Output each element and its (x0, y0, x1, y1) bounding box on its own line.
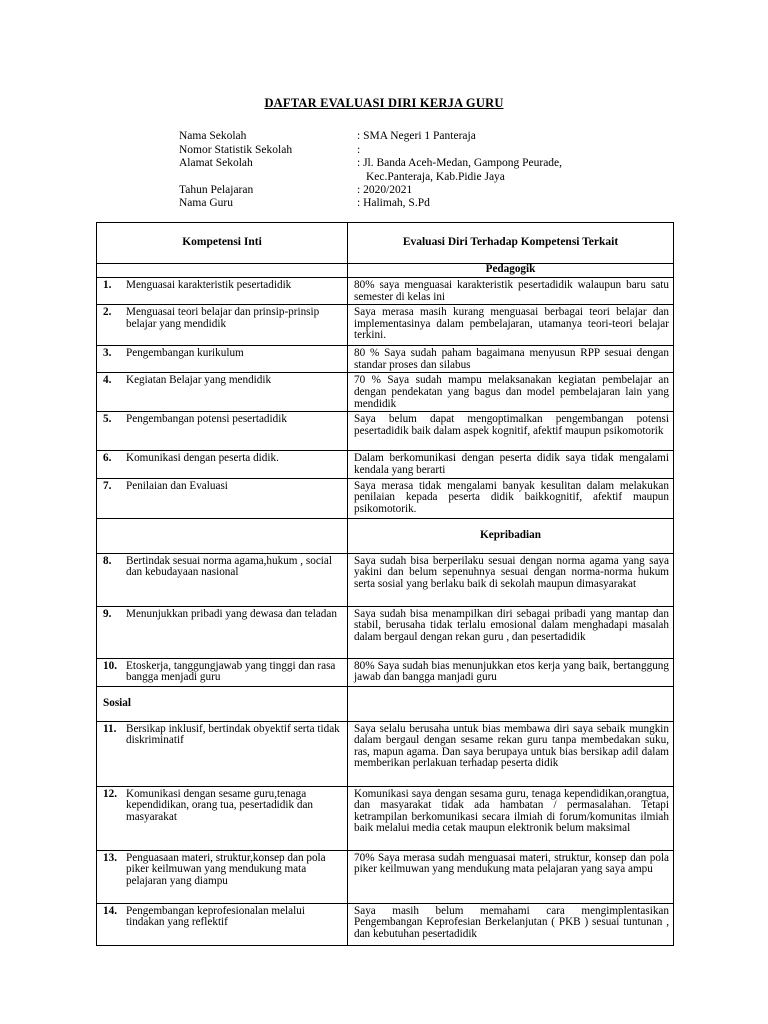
evaluation-text: Komunikasi saya dengan sesama guru, tenaga kependidikan,orangtua, dan masyarakat tidak ada hambatan / permasalahan. Tetapi ketrampilan berkomunikasi secara ilmiah di forum/komunitas ilmiah baik melalui media cetak maupun elektronik belum maksimal (348, 786, 674, 850)
identity-label: Tahun Pelajaran (179, 183, 254, 196)
table-row (97, 373, 674, 412)
table-row (97, 305, 674, 346)
evaluation-text: Saya masih belum memahami cara mengimplentasikan Pengembangan Keprofesian Berkelanjutan ( PKB ) sesuai tuntunan , dan kebutuhan pesertadidik (348, 903, 674, 945)
competency-text: Kegiatan Belajar yang mendidik (126, 374, 272, 387)
identity-value: : (357, 143, 361, 156)
section-header-kepribadian (97, 518, 674, 553)
evaluation-table (96, 222, 674, 946)
competency-text: Menguasai teori belajar dan prinsip-prinsip belajar yang mendidik (126, 306, 320, 330)
identity-value: : Jl. Banda Aceh-Medan, Gampong Peurade, (357, 157, 563, 169)
competency-text: Etoskerja, tanggungjawab yang tinggi dan rasa bangga menjadi guru (126, 659, 336, 684)
identity-value: Kec.Panteraja, Kab.Pidie Jaya (366, 170, 505, 183)
competency-cell (97, 850, 348, 903)
evaluation-text: Dalam berkomunikasi dengan peserta didik saya tidak mengalami kendala yang berarti (348, 451, 674, 478)
identity-block (179, 130, 719, 211)
competency-cell (97, 412, 348, 451)
table-row (97, 451, 674, 478)
section-cell-empty (97, 518, 348, 553)
identity-label: Nama Sekolah (179, 130, 247, 142)
competency-cell (97, 553, 348, 606)
competency-cell (97, 903, 348, 945)
competency-cell (97, 305, 348, 346)
row-number: 8. (103, 554, 112, 567)
identity-value: : SMA Negeri 1 Panteraja (357, 130, 476, 142)
evaluation-text: 70 % Saya sudah mampu melaksanakan kegiatan pembelajar an dengan pendekatan yang bagus dan model pembelajaran lain yang mendidik (348, 373, 674, 412)
section-title: Pedagogik (348, 264, 674, 278)
identity-address-cont (179, 171, 719, 184)
evaluation-text: 70% Saya merasa sudah menguasai materi, struktur, konsep dan pola piker keilmuwan yang mendukung mata pelajaran yang saya ampu (348, 850, 674, 903)
table-row (97, 721, 674, 786)
column-header-eval: Evaluasi Diri Terhadap Kompetensi Terkait (348, 223, 674, 264)
competency-text: Bertindak sesuai norma agama,hukum , social dan kebudayaan nasional (126, 554, 332, 579)
competency-cell (97, 721, 348, 786)
table-row (97, 606, 674, 658)
row-number: 4. (103, 374, 112, 387)
competency-text: Penilaian dan Evaluasi (126, 479, 228, 492)
competency-cell (97, 606, 348, 658)
section-title: Sosial (97, 686, 348, 721)
evaluation-text: Saya selalu berusaha untuk bias membawa diri saya sebaik mungkin dalam bergaul dengan sesame rekan guru tanpa membedakan suku, ras, mapun agama. Dan saya berupaya untuk bias bersikap adil dalam memberikan perlakuan terhadap peserta didik (348, 721, 674, 786)
row-number: 9. (103, 607, 112, 620)
row-number: 14. (103, 904, 117, 917)
row-number: 1. (103, 279, 112, 291)
row-number: 11. (103, 722, 117, 735)
identity-school-name (179, 130, 719, 144)
competency-cell (97, 346, 348, 373)
table-header-row (97, 223, 674, 264)
column-header-core: Kompetensi Inti (97, 223, 348, 264)
row-number: 7. (103, 479, 112, 492)
document-title: DAFTAR EVALUASI DIRI KERJA GURU (264, 96, 504, 110)
section-cell-empty (348, 686, 674, 721)
section-title: Kepribadian (348, 518, 674, 553)
table-row (97, 850, 674, 903)
evaluation-text: Saya merasa tidak mengalami banyak kesulitan dalam melakukan penilaian kepada peserta didik baikkognitif, afektif maupun psikomotorik. (348, 478, 674, 518)
evaluation-text: Saya merasa masih kurang menguasai berbagai teori belajar dan implementasinya dalam pembelajaran, utamanya teori-teori belajar terkini. (348, 305, 674, 346)
competency-text: Pengembangan keprofesionalan melalui tindakan yang reflektif (126, 904, 305, 929)
competency-cell (97, 373, 348, 412)
section-cell-empty (97, 264, 348, 278)
evaluation-text: Saya belum dapat mengoptimalkan pengembangan potensi pesertadidik baik dalam aspek kognitif, afektif maupun psikomotorik (348, 412, 674, 451)
row-number: 10. (103, 659, 117, 672)
identity-address (179, 157, 719, 171)
identity-label: Nama Guru (179, 197, 233, 209)
identity-school-stat (179, 144, 719, 158)
identity-value: : Halimah, S.Pd (357, 197, 430, 209)
table-row (97, 412, 674, 451)
evaluation-text: Saya sudah bisa berperilaku sesuai dengan norma agama yang saya yakini dan belum sepenuhnya sesuai dengan norma-norma hukum serta sosial yang berlaku baik di sekolah maupun dimasyarakat (348, 553, 674, 606)
row-number: 3. (103, 347, 112, 360)
row-number: 2. (103, 306, 112, 319)
identity-label: Alamat Sekolah (179, 157, 253, 169)
competency-cell (97, 478, 348, 518)
evaluation-text: 80% saya menguasai karakteristik pesertadidik walaupun baru satu semester di kelas ini (348, 278, 674, 305)
evaluation-text: 80% Saya sudah bias menunjukkan etos kerja yang baik, bertanggung jawab dan bangga manjadi guru (348, 658, 674, 686)
evaluation-text: 80 % Saya sudah paham bagaimana menyusun RPP sesuai dengan standar proses dan silabus (348, 346, 674, 373)
competency-text: Pengembangan kurikulum (126, 347, 244, 360)
table-row (97, 478, 674, 518)
competency-text: Komunikasi dengan peserta didik. (126, 452, 279, 465)
table-row (97, 278, 674, 305)
competency-text: Menguasai karakteristik pesertadidik (126, 279, 292, 291)
competency-cell (97, 278, 348, 305)
table-row (97, 903, 674, 945)
competency-text: Penguasaan materi, struktur,konsep dan pola piker keilmuwan yang mendukung mata pelajaran yang diampu (126, 851, 326, 887)
table-row (97, 346, 674, 373)
identity-year (179, 184, 719, 198)
identity-teacher (179, 197, 719, 211)
row-number: 5. (103, 413, 112, 426)
competency-text: Bersikap inklusif, bertindak obyektif serta tidak diskriminatif (126, 722, 340, 747)
identity-value: : 2020/2021 (357, 183, 413, 196)
row-number: 6. (103, 452, 112, 465)
competency-text: Menunjukkan pribadi yang dewasa dan teladan (126, 607, 337, 620)
identity-label: Nomor Statistik Sekolah (179, 143, 293, 156)
row-number: 13. (103, 851, 117, 864)
competency-text: Komunikasi dengan sesame guru,tenaga kependidikan, orang tua, pesertadidik dan masyarakat (126, 787, 314, 823)
section-header-pedagogik (97, 264, 674, 278)
competency-text: Pengembangan potensi pesertadidik (126, 413, 287, 426)
table-row (97, 553, 674, 606)
table-row (97, 658, 674, 686)
evaluation-text: Saya sudah bisa menampilkan diri sebagai pribadi yang mantap dan stabil, berusaha tidak terlalu emosional dalam menghadapi masalah dalam bergaul dengan rekan guru , dan pesertadidik (348, 606, 674, 658)
table-row (97, 786, 674, 850)
competency-cell (97, 786, 348, 850)
row-number: 12. (103, 787, 117, 800)
competency-cell (97, 658, 348, 686)
section-header-sosial (97, 686, 674, 721)
competency-cell (97, 451, 348, 478)
